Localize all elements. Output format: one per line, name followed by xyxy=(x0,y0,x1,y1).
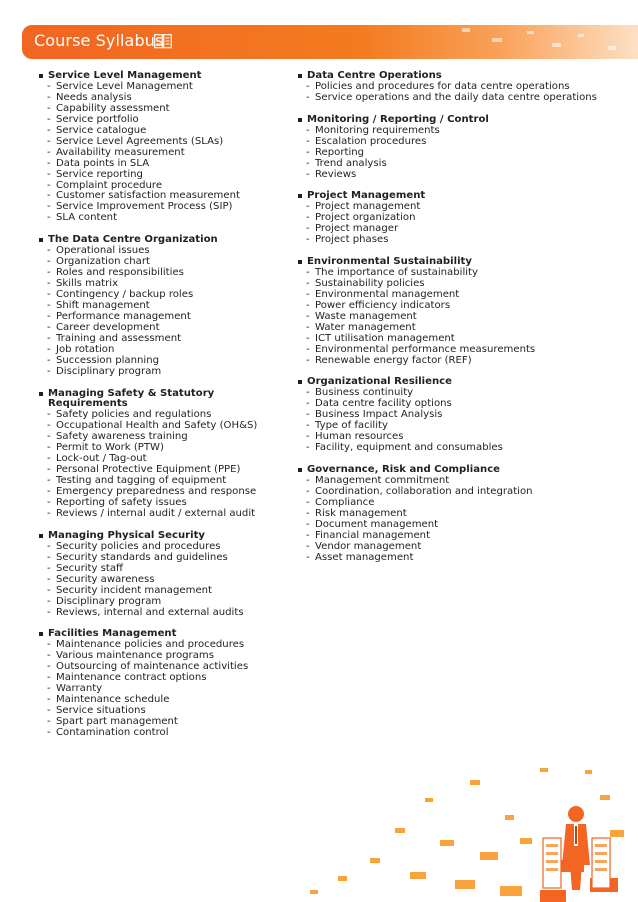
syllabus-item: - Renewable energy factor (REF) xyxy=(306,354,472,366)
syllabus-item: - Contamination control xyxy=(47,726,169,738)
syllabus-item-text: Risk management xyxy=(315,507,407,519)
syllabus-item-text: Testing and tagging of equipment xyxy=(56,475,227,487)
syllabus-item: - Organization chart xyxy=(47,256,150,268)
syllabus-item: - Capability assessment xyxy=(47,102,170,114)
syllabus-item-text: Capability assessment xyxy=(56,102,170,114)
syllabus-item: - Project phases xyxy=(306,234,389,246)
syllabus-item-text: Facility, equipment and consumables xyxy=(315,442,503,454)
syllabus-item: - Maintenance contract options xyxy=(47,672,207,684)
syllabus-item-text: Document management xyxy=(315,518,439,530)
syllabus-item-text: Lock-out / Tag-out xyxy=(56,453,147,465)
syllabus-item-text: Waste management xyxy=(315,310,417,322)
syllabus-item: - Service reporting xyxy=(47,168,143,180)
section-heading: Governance, Risk and Compliance xyxy=(297,465,597,476)
section-heading: Managing Safety & Statutory Requirements xyxy=(38,389,288,411)
syllabus-item: - Disciplinary program xyxy=(47,595,162,607)
syllabus-item: - Warranty xyxy=(47,683,103,695)
syllabus-item-text: Contamination control xyxy=(56,726,169,738)
syllabus-item: - Escalation procedures xyxy=(306,135,427,147)
syllabus-item: - Reporting of safety issues xyxy=(47,497,187,509)
syllabus-item: - Service Improvement Process (SIP) xyxy=(47,201,233,213)
syllabus-item: - Environmental performance measurements xyxy=(306,343,536,355)
syllabus-item: - Security staff xyxy=(47,562,124,574)
syllabus-item: - Reviews / internal audit / external audit xyxy=(47,508,256,519)
syllabus-item-text: Security incident management xyxy=(56,584,213,596)
syllabus-item-text: Organization chart xyxy=(56,256,150,268)
syllabus-item-text: Needs analysis xyxy=(56,91,132,103)
syllabus-item: - Maintenance schedule xyxy=(47,694,170,706)
syllabus-item: - The importance of sustainability xyxy=(306,266,478,278)
syllabus-item: - Customer satisfaction measurement xyxy=(47,190,240,202)
syllabus-section xyxy=(38,389,288,520)
syllabus-item: - Job rotation xyxy=(47,343,115,355)
syllabus-item: - Complaint procedure xyxy=(47,179,163,191)
syllabus-item: - Security standards and guidelines xyxy=(47,551,228,563)
syllabus-item: - Water management xyxy=(306,321,416,333)
syllabus-item-text: Human resources xyxy=(315,431,404,443)
syllabus-item: - Security incident management xyxy=(47,584,213,596)
syllabus-item-text: Coordination, collaboration and integration xyxy=(315,485,533,497)
syllabus-item: - Business Impact Analysis xyxy=(306,409,443,421)
syllabus-item-text: Policies and procedures for data centre operations xyxy=(315,80,570,92)
syllabus-item: - Personal Protective Equipment (PPE) xyxy=(47,464,241,476)
syllabus-item: - Contingency / backup roles xyxy=(47,289,194,300)
syllabus-left-column xyxy=(38,71,288,750)
syllabus-item-text: Service catalogue xyxy=(56,124,147,136)
syllabus-item-text: Training and assessment xyxy=(56,332,182,344)
syllabus-item: - Management commitment xyxy=(306,474,450,486)
syllabus-item: - Financial management xyxy=(306,529,431,541)
syllabus-item: - Security awareness xyxy=(47,573,155,585)
syllabus-item-text: Maintenance contract options xyxy=(56,672,207,684)
syllabus-right-column xyxy=(297,71,597,574)
syllabus-item: - Emergency preparedness and response xyxy=(47,486,257,498)
syllabus-item: - Safety policies and regulations xyxy=(47,409,212,421)
syllabus-item: - Reviews xyxy=(306,168,357,180)
syllabus-item: - Coordination, collaboration and integration xyxy=(306,485,533,497)
syllabus-item: - Trend analysis xyxy=(306,157,387,169)
syllabus-item-text: Customer satisfaction measurement xyxy=(56,190,240,202)
syllabus-item: - Testing and tagging of equipment xyxy=(47,475,227,487)
syllabus-item-text: ICT utilisation management xyxy=(315,332,455,344)
syllabus-item: - Type of facility xyxy=(306,420,388,432)
syllabus-item-text: Service Level Management xyxy=(56,80,193,92)
syllabus-item: - Service Level Management xyxy=(47,80,193,92)
syllabus-item-text: SLA content xyxy=(56,212,118,224)
syllabus-item-text: Roles and responsibilities xyxy=(56,267,184,279)
syllabus-item: - Policies and procedures for data centre operations xyxy=(306,80,570,92)
syllabus-item-text: Asset management xyxy=(315,551,414,563)
syllabus-item-text: Service operations and the daily data centre operations xyxy=(315,91,597,103)
syllabus-item-text: Type of facility xyxy=(315,420,388,432)
syllabus-item: - Monitoring requirements xyxy=(306,124,440,136)
syllabus-item: - Project management xyxy=(306,201,421,213)
syllabus-item: - Performance management xyxy=(47,310,191,322)
section-heading: Data Centre Operations xyxy=(297,71,597,82)
person-figure xyxy=(562,806,590,890)
syllabus-item-text: Monitoring requirements xyxy=(315,124,440,136)
syllabus-item-text: Service portfolio xyxy=(56,113,139,125)
syllabus-item-text: Escalation procedures xyxy=(315,135,427,147)
syllabus-item-text: Project organization xyxy=(315,212,416,224)
syllabus-item: - Reviews, internal and external audits xyxy=(47,606,244,618)
syllabus-item-text: Shift management xyxy=(56,299,150,311)
syllabus-item: - Shift management xyxy=(47,299,150,311)
syllabus-item: - Outsourcing of maintenance activities xyxy=(47,661,249,673)
syllabus-item-text: Business Impact Analysis xyxy=(315,409,443,421)
syllabus-item-text: Reporting of safety issues xyxy=(56,497,187,509)
syllabus-item-text: Trend analysis xyxy=(315,157,387,169)
syllabus-item-text: Personal Protective Equipment (PPE) xyxy=(56,464,241,476)
syllabus-item: - Career development xyxy=(47,321,160,333)
syllabus-item-text: Business continuity xyxy=(315,387,414,399)
syllabus-item: - Operational issues xyxy=(47,245,150,257)
syllabus-section xyxy=(297,377,597,454)
syllabus-section xyxy=(297,465,597,564)
syllabus-item: - Business continuity xyxy=(306,387,414,399)
syllabus-item-text: Various maintenance programs xyxy=(56,650,214,662)
syllabus-item: - Availability measurement xyxy=(47,146,185,158)
syllabus-item-text: Safety policies and regulations xyxy=(56,409,212,421)
syllabus-item: - Permit to Work (PTW) xyxy=(47,442,164,454)
syllabus-item: - Disciplinary program xyxy=(47,365,162,377)
syllabus-item-text: Spart part management xyxy=(56,715,178,727)
syllabus-item-text: Maintenance policies and procedures xyxy=(56,639,245,651)
syllabus-section xyxy=(297,191,597,246)
section-heading: Environmental Sustainability xyxy=(297,257,597,268)
syllabus-item: - Data centre facility options xyxy=(306,398,452,410)
banner-decor-square xyxy=(492,38,502,42)
syllabus-item: - ICT utilisation management xyxy=(306,332,455,344)
syllabus-item-text: Service reporting xyxy=(56,168,143,180)
banner-decor-square xyxy=(462,28,470,32)
syllabus-item: - Service operations and the daily data centre operations xyxy=(306,91,597,103)
syllabus-item-text: Project management xyxy=(315,201,421,213)
syllabus-item-text: Compliance xyxy=(315,496,375,508)
syllabus-item: - Compliance xyxy=(306,496,375,508)
banner-decor-square xyxy=(552,43,561,47)
syllabus-item-text: Skills matrix xyxy=(56,278,119,290)
syllabus-item-text: Security awareness xyxy=(56,573,155,585)
syllabus-section xyxy=(38,629,288,739)
syllabus-section xyxy=(297,257,597,367)
syllabus-item: - Occupational Health and Safety (OH&S) xyxy=(47,420,258,432)
section-heading: Service Level Management xyxy=(38,71,288,82)
syllabus-section xyxy=(297,115,597,181)
syllabus-section xyxy=(38,531,288,619)
syllabus-item: - Security policies and procedures xyxy=(47,540,221,552)
section-heading: Organizational Resilience xyxy=(297,377,597,388)
syllabus-item-text: Warranty xyxy=(56,683,103,695)
syllabus-item: - Power efficiency indicators xyxy=(306,299,451,311)
syllabus-item-text: Disciplinary program xyxy=(56,595,162,607)
syllabus-item-text: Maintenance schedule xyxy=(56,694,170,706)
syllabus-item-text: Management commitment xyxy=(315,474,450,486)
syllabus-item: - Service situations xyxy=(47,705,146,717)
syllabus-item-text: Performance management xyxy=(56,310,191,322)
syllabus-item-text: Water management xyxy=(315,321,416,333)
syllabus-item: - Service Level Agreements (SLAs) xyxy=(47,135,224,147)
syllabus-item-text: Operational issues xyxy=(56,245,150,257)
section-heading: Facilities Management xyxy=(38,629,288,640)
syllabus-item-text: Reviews xyxy=(315,168,357,180)
syllabus-item: - Environmental management xyxy=(306,288,460,300)
syllabus-item-text: Succession planning xyxy=(56,354,160,366)
banner-decor-square xyxy=(608,46,616,50)
syllabus-item-text: Service Level Agreements (SLAs) xyxy=(56,135,224,147)
syllabus-item: - Project organization xyxy=(306,212,416,224)
syllabus-item-text: Vendor management xyxy=(315,540,422,552)
syllabus-item: - Document management xyxy=(306,518,439,530)
syllabus-item-text: Contingency / backup roles xyxy=(56,289,194,300)
syllabus-item-text: Service Improvement Process (SIP) xyxy=(56,201,233,213)
syllabus-item-text: Project phases xyxy=(315,234,389,246)
syllabus-item-text: Reviews, internal and external audits xyxy=(56,606,244,618)
syllabus-item: - Needs analysis xyxy=(47,91,132,103)
syllabus-item: - Succession planning xyxy=(47,354,160,366)
syllabus-item: - Maintenance policies and procedures xyxy=(47,639,245,651)
syllabus-item-text: Security standards and guidelines xyxy=(56,551,228,563)
syllabus-item-text: Safety awareness training xyxy=(56,431,188,443)
syllabus-item: - Facility, equipment and consumables xyxy=(306,442,503,454)
syllabus-item: - Training and assessment xyxy=(47,332,182,344)
syllabus-item: - Asset management xyxy=(306,551,414,563)
syllabus-item: - Vendor management xyxy=(306,540,422,552)
syllabus-item-text: Data points in SLA xyxy=(56,157,150,169)
syllabus-item-text: Security staff xyxy=(56,562,124,574)
syllabus-item: - Skills matrix xyxy=(47,278,119,290)
syllabus-item-text: Reporting xyxy=(315,146,365,158)
syllabus-section xyxy=(38,71,288,224)
syllabus-item-text: Complaint procedure xyxy=(56,179,163,191)
syllabus-item-text: Environmental performance measurements xyxy=(315,343,536,355)
decorative-tiles-illustration xyxy=(0,740,638,902)
syllabus-item-text: Reviews / internal audit / external audit xyxy=(56,508,256,519)
syllabus-item-text: Renewable energy factor (REF) xyxy=(315,354,472,366)
syllabus-item: - Service catalogue xyxy=(47,124,147,136)
section-heading: Project Management xyxy=(297,191,597,202)
syllabus-section xyxy=(38,235,288,377)
section-heading: Managing Physical Security xyxy=(38,531,288,542)
syllabus-item-text: Financial management xyxy=(315,529,431,541)
syllabus-item: - Lock-out / Tag-out xyxy=(47,453,147,465)
syllabus-item-text: Emergency preparedness and response xyxy=(56,486,257,498)
syllabus-item: - Roles and responsibilities xyxy=(47,267,184,279)
syllabus-item: - Waste management xyxy=(306,310,417,322)
section-heading: The Data Centre Organization xyxy=(38,235,288,246)
banner-decor-square xyxy=(578,34,584,37)
syllabus-item-text: Service situations xyxy=(56,705,146,717)
syllabus-item-text: Data centre facility options xyxy=(315,398,452,410)
syllabus-item-text: Environmental management xyxy=(315,288,460,300)
banner-decor-square xyxy=(527,31,534,34)
page-title: Course Syllabus xyxy=(34,31,164,50)
syllabus-item-text: The importance of sustainability xyxy=(315,266,478,278)
syllabus-section xyxy=(297,71,597,104)
syllabus-item: - Service portfolio xyxy=(47,113,139,125)
syllabus-item-text: Career development xyxy=(56,321,160,333)
syllabus-item: - Reporting xyxy=(306,146,365,158)
syllabus-item-text: Project manager xyxy=(315,223,399,235)
syllabus-item: - Spart part management xyxy=(47,715,178,727)
syllabus-item-text: Disciplinary program xyxy=(56,365,162,377)
syllabus-item: - Risk management xyxy=(306,507,407,519)
syllabus-item-text: Permit to Work (PTW) xyxy=(56,442,164,454)
syllabus-item-text: Sustainability policies xyxy=(315,277,425,289)
book-icon xyxy=(154,34,172,49)
syllabus-item-text: Outsourcing of maintenance activities xyxy=(56,661,249,673)
syllabus-item: - Project manager xyxy=(306,223,399,235)
syllabus-item: - Human resources xyxy=(306,431,404,443)
header-banner xyxy=(22,25,638,59)
syllabus-item: - Sustainability policies xyxy=(306,277,425,289)
syllabus-item-text: Power efficiency indicators xyxy=(315,299,451,311)
syllabus-item-text: Job rotation xyxy=(56,343,115,355)
syllabus-item-text: Security policies and procedures xyxy=(56,540,221,552)
syllabus-item: - SLA content xyxy=(47,212,118,224)
syllabus-item: - Various maintenance programs xyxy=(47,650,214,662)
syllabus-item: - Data points in SLA xyxy=(47,157,150,169)
syllabus-item-text: Availability measurement xyxy=(56,146,185,158)
syllabus-item-text: Occupational Health and Safety (OH&S) xyxy=(56,420,258,432)
syllabus-item: - Safety awareness training xyxy=(47,431,188,443)
section-heading: Monitoring / Reporting / Control xyxy=(297,115,597,126)
